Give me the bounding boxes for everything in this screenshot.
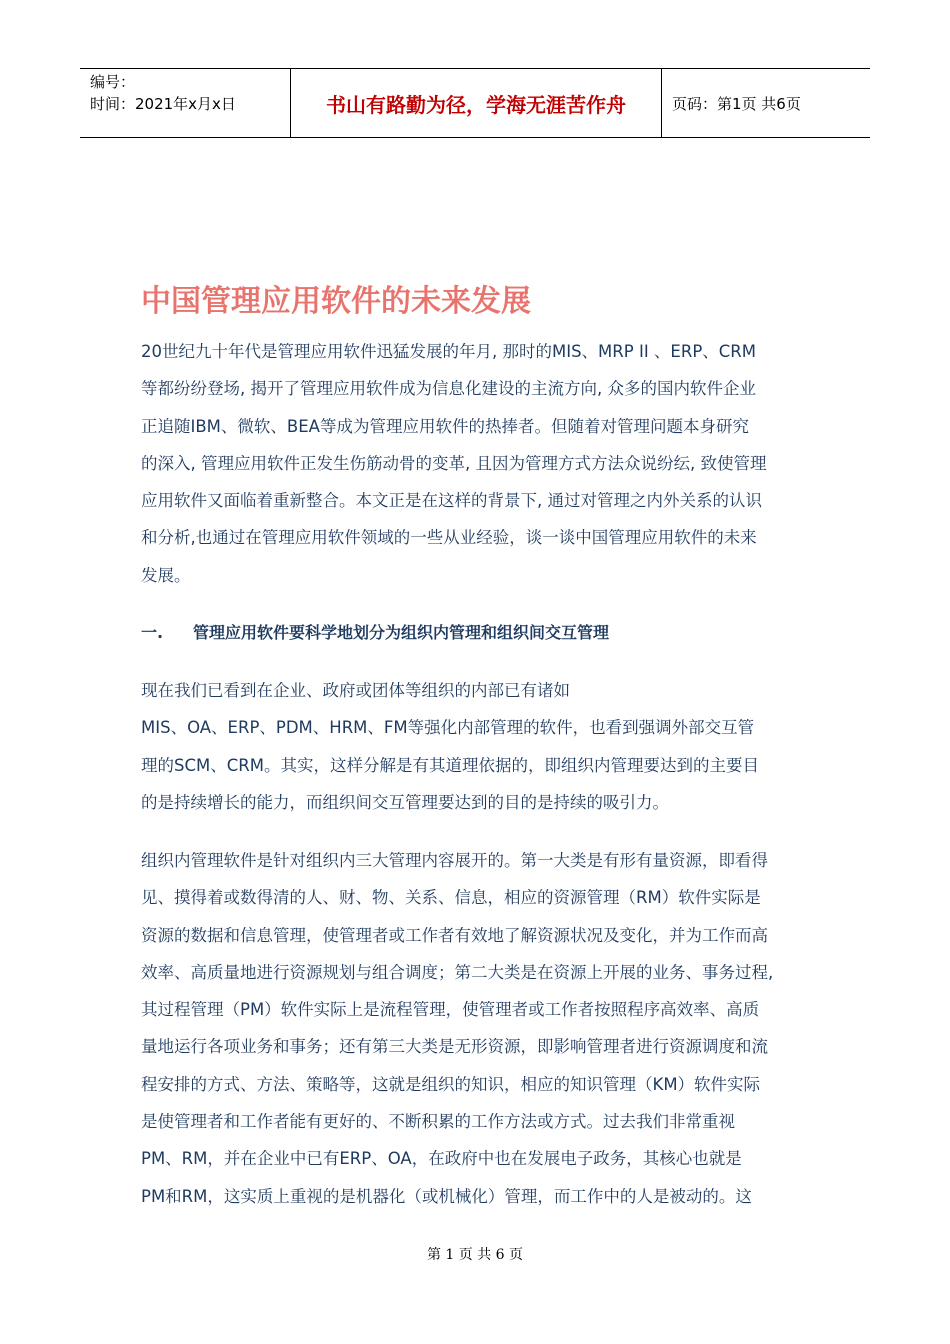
section-heading [141,618,609,648]
text-line: 是使管理者和工作者能有更好的、不断积累的工作方法或方式。过去我们非常重视 [141,1112,735,1132]
number-label: 编号： [90,73,136,91]
paragraph-3 [141,842,831,1215]
text-line: 正追随IBM、微软、BEA等成为管理应用软件的热捧者。但随着对管理问题本身研究 [141,416,749,436]
text-line: MIS、OA、ERP、PDM、HRM、FM等强化内部管理的软件，也看到强调外部交互管 [141,718,755,738]
text-line: 20世纪九十年代是管理应用软件迅猛发展的年月, 那时的MIS、MRP II 、ERP、CRM [141,342,756,361]
text-line: 的是持续增长的能力，而组织间交互管理要达到的目的是持续的吸引力。 [141,792,669,812]
text-line: 资源的数据和信息管理，使管理者或工作者有效地了解资源状况及变化，并为工作而高 [141,925,768,945]
text-line: PM和RM，这实质上重视的是机器化（或机械化）管理，而工作中的人是被动的。这 [141,1186,752,1206]
section-heading-text: 管理应用软件要科学地划分为组织内管理和组织间交互管理 [193,623,610,642]
text-line: 效率、高质量地进行资源规划与组合调度；第二大类是在资源上开展的业务、事务过程, [141,962,774,982]
document-title: 中国管理应用软件的未来发展 [141,284,531,319]
text-line: 的深入, 管理应用软件正发生伤筋动骨的变革, 且因为管理方式方法众说纷纭, 致使管理 [141,453,767,473]
header-page-info: 页码：第1页 共6页 [672,94,801,113]
header-motto: 书山有路勤为径，学海无涯苦作舟 [290,69,662,137]
text-line: 程安排的方式、方法、策略等，这就是组织的知识，相应的知识管理（KM）软件实际 [141,1074,761,1094]
text-line: 理的SCM、CRM。其实，这样分解是有其道理依据的，即组织内管理要达到的主要目 [141,755,759,775]
text-line: 见、摸得着或数得清的人、财、物、关系、信息，相应的资源管理（RM）软件实际是 [141,888,761,908]
text-line: 发展。 [141,565,191,585]
text-line: 和分析,也通过在管理应用软件领域的一些从业经验，谈一谈中国管理应用软件的未来 [141,528,757,548]
text-line: 等都纷纷登场, 揭开了管理应用软件成为信息化建设的主流方向, 众多的国内软件企业 [141,379,756,399]
text-line: PM、RM，并在企业中已有ERP、OA，在政府中也在发展电子政务，其核心也就是 [141,1149,742,1169]
text-line: 现在我们已看到在企业、政府或团体等组织的内部已有诸如 [141,681,570,700]
section-number: 一. [141,623,164,642]
header-meta [80,69,290,137]
page-footer: 第 1 页 共 6 页 [426,1247,524,1263]
paragraph-2 [141,672,831,821]
text-line: 量地运行各项业务和事务；还有第三大类是无形资源，即影响管理者进行资源调度和流 [141,1037,768,1057]
text-line: 组织内管理软件是针对组织内三大管理内容展开的。第一大类是有形有量资源，即看得 [141,851,768,870]
time-label: 时间：2021年x月x日 [90,95,236,113]
text-line: 其过程管理（PM）软件实际上是流程管理，使管理者或工作者按照程序高效率、高质 [141,1000,760,1020]
intro-paragraph [141,333,831,594]
text-line: 应用软件又面临着重新整合。本文正是在这样的背景下, 通过对管理之内外关系的认识 [141,491,762,511]
page-header [80,68,870,138]
